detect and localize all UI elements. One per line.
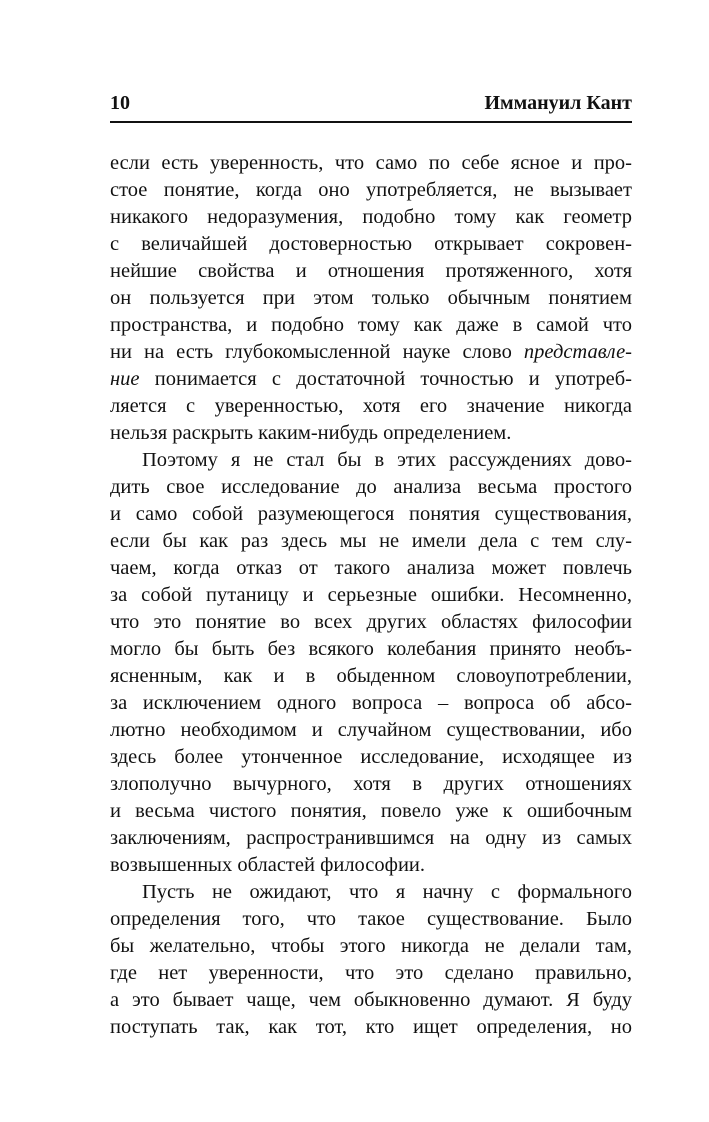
italic-term: ние bbox=[110, 368, 140, 390]
text-line: если бы как раз здесь мы не имели дела с тем слу- bbox=[110, 530, 632, 552]
text-line: за исключением одного вопроса – вопроса об абсо- bbox=[110, 692, 632, 714]
text-line: могло бы быть без всякого колебания принято необъ- bbox=[110, 638, 632, 660]
text-line: нейшие свойства и отношения протяженного, хотя bbox=[110, 260, 632, 282]
text-line: поступать так, как тот, кто ищет определения, но bbox=[110, 1016, 632, 1038]
text-segment: понимается с достаточной точностью и употреб- bbox=[139, 368, 632, 390]
paragraph-3 bbox=[110, 879, 632, 1041]
text-line: где нет уверенности, что это сделано правильно, bbox=[110, 962, 632, 984]
text-line: за собой путаницу и серьезные ошибки. Несомненно, bbox=[110, 584, 632, 606]
text-line: пространства, и подобно тому как даже в самой что bbox=[110, 314, 632, 336]
text-line: что это понятие во всех других областях философии bbox=[110, 611, 632, 633]
header-rule bbox=[110, 121, 632, 123]
italic-term: представле- bbox=[523, 341, 632, 363]
text-line bbox=[110, 366, 632, 393]
text-line: Пусть не ожидают, что я начну с формального bbox=[142, 881, 632, 903]
text-line: никакого недоразумения, подобно тому как геометр bbox=[110, 206, 632, 228]
running-head bbox=[110, 92, 632, 118]
text-line: ляется с уверенностью, хотя его значение никогда bbox=[110, 395, 632, 417]
text-line: он пользуется при этом только обычным понятием bbox=[110, 287, 632, 309]
page-number: 10 bbox=[110, 92, 130, 114]
text-line: стое понятие, когда оно употребляется, не вызывает bbox=[110, 179, 632, 201]
text-line: а это бывает чаще, чем обыкновенно думают. Я буду bbox=[110, 989, 632, 1011]
text-segment: ни на есть глубокомысленной науке слово bbox=[110, 341, 524, 363]
text-line: чаем, когда отказ от такого анализа может повлечь bbox=[110, 557, 632, 579]
text-line bbox=[110, 339, 632, 366]
paragraph-1 bbox=[110, 150, 632, 447]
text-line: и само собой разумеющегося понятия существования, bbox=[110, 503, 632, 525]
text-line: с величайшей достоверностью открывает сокровен- bbox=[110, 233, 632, 255]
running-head-author: Иммануил Кант bbox=[484, 92, 632, 114]
text-line: дить свое исследование до анализа весьма простого bbox=[110, 476, 632, 498]
text-line: здесь более утонченное исследование, исходящее из bbox=[110, 746, 632, 768]
text-line: Поэтому я не стал бы в этих рассуждениях дово- bbox=[142, 449, 632, 471]
text-line: и весьма чистого понятия, повело уже к ошибочным bbox=[110, 800, 632, 822]
text-line: бы желательно, чтобы этого никогда не делали там, bbox=[110, 935, 632, 957]
text-line: определения того, что такое существование. Было bbox=[110, 908, 632, 930]
text-line: лютно необходимом и случайном существовании, ибо bbox=[110, 719, 632, 741]
text-line: возвышенных областей философии. bbox=[110, 854, 426, 876]
text-line: нельзя раскрыть каким-нибудь определением. bbox=[110, 422, 512, 444]
paragraph-2 bbox=[110, 447, 632, 879]
text-line: если есть уверенность, что само по себе ясное и про- bbox=[110, 152, 632, 174]
text-line: ясненным, как и в обыденном словоупотреблении, bbox=[110, 665, 632, 687]
body-text bbox=[110, 150, 632, 1041]
text-line: заключениям, распространившимся на одну из самых bbox=[110, 827, 632, 849]
text-line: злополучно вычурного, хотя в других отношениях bbox=[110, 773, 632, 795]
